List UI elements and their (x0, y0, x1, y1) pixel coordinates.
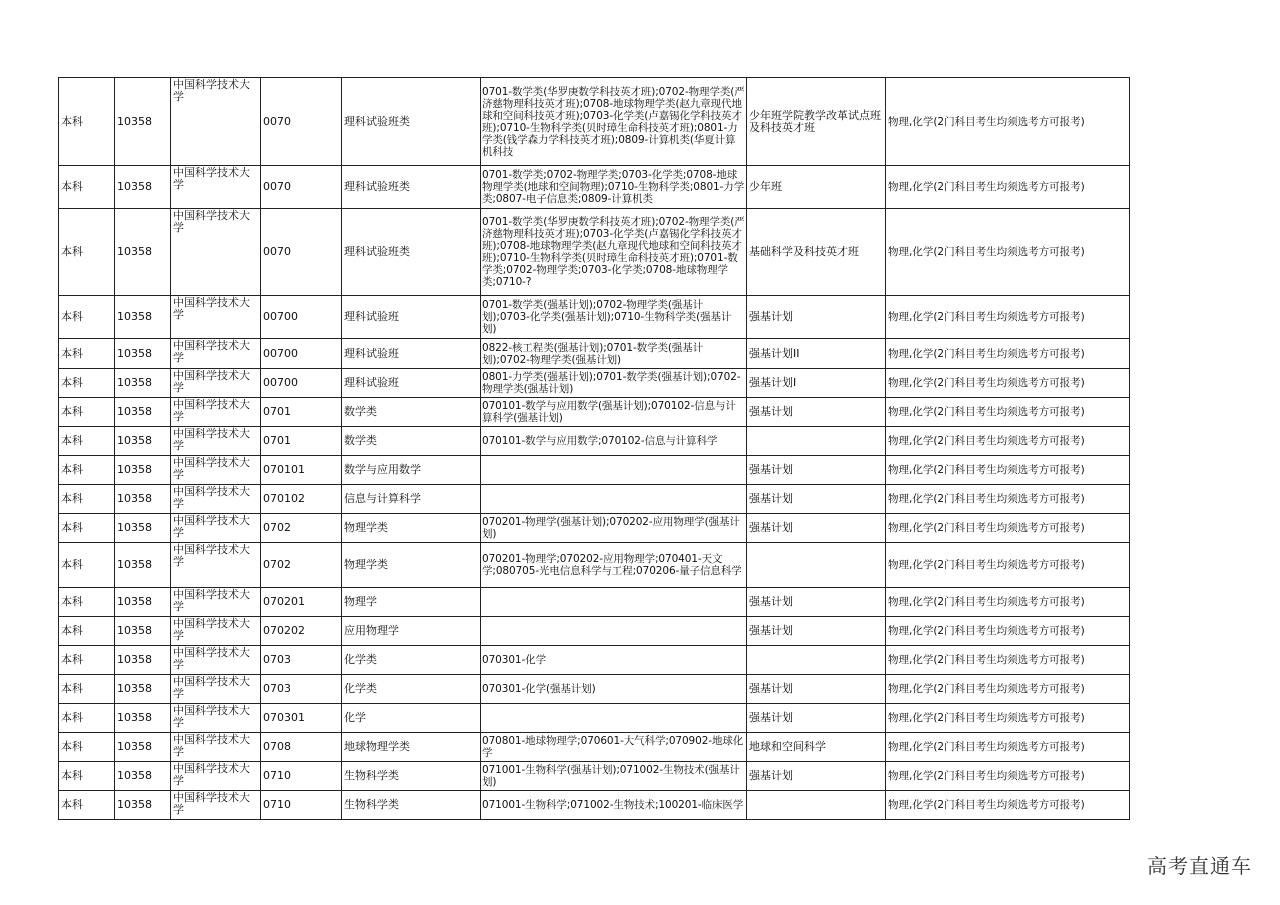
level-cell: 本科 (59, 296, 115, 339)
school-code-cell: 10358 (115, 369, 171, 398)
major-detail-cell (481, 704, 747, 733)
table-row (59, 209, 1130, 296)
level-cell: 本科 (59, 339, 115, 369)
major-name-cell: 地球物理学类 (342, 733, 481, 762)
table-row (59, 617, 1130, 646)
remark-cell (747, 791, 886, 820)
school-name-cell: 中国科学技术大学 (171, 617, 261, 646)
school-name-cell: 中国科学技术大学 (171, 762, 261, 791)
major-name-cell: 理科试验班 (342, 339, 481, 369)
major-name-cell: 数学类 (342, 427, 481, 456)
subject-requirement-cell: 物理,化学(2门科目考生均须选考方可报考) (886, 456, 1130, 485)
major-name-cell: 化学类 (342, 646, 481, 675)
table-row (59, 166, 1130, 209)
subject-requirement-cell: 物理,化学(2门科目考生均须选考方可报考) (886, 369, 1130, 398)
major-name-cell: 化学 (342, 704, 481, 733)
school-name-cell: 中国科学技术大学 (171, 296, 261, 339)
level-cell: 本科 (59, 791, 115, 820)
school-code-cell: 10358 (115, 675, 171, 704)
remark-cell: 地球和空间科学 (747, 733, 886, 762)
remark-cell: 强基计划 (747, 588, 886, 617)
major-name-cell: 数学类 (342, 398, 481, 427)
level-cell: 本科 (59, 588, 115, 617)
major-detail-cell: 070301-化学(强基计划) (481, 675, 747, 704)
major-code-cell: 0708 (261, 733, 342, 762)
remark-cell: 强基计划I (747, 369, 886, 398)
subject-requirement-cell: 物理,化学(2门科目考生均须选考方可报考) (886, 398, 1130, 427)
school-name-cell: 中国科学技术大学 (171, 485, 261, 514)
table-row (59, 296, 1130, 339)
major-detail-cell: 070301-化学 (481, 646, 747, 675)
school-code-cell: 10358 (115, 456, 171, 485)
subject-requirement-cell: 物理,化学(2门科目考生均须选考方可报考) (886, 704, 1130, 733)
level-cell: 本科 (59, 733, 115, 762)
remark-cell: 强基计划 (747, 675, 886, 704)
major-code-cell: 0703 (261, 675, 342, 704)
school-name-cell: 中国科学技术大学 (171, 733, 261, 762)
school-code-cell: 10358 (115, 209, 171, 296)
school-name-cell: 中国科学技术大学 (171, 646, 261, 675)
school-name-cell: 中国科学技术大学 (171, 543, 261, 588)
major-detail-cell: 070101-数学与应用数学(强基计划);070102-信息与计算科学(强基计划) (481, 398, 747, 427)
major-code-cell: 070101 (261, 456, 342, 485)
major-code-cell: 00700 (261, 369, 342, 398)
table-row (59, 339, 1130, 369)
major-detail-cell (481, 456, 747, 485)
table-row (59, 675, 1130, 704)
school-code-cell: 10358 (115, 296, 171, 339)
school-code-cell: 10358 (115, 339, 171, 369)
remark-cell (747, 427, 886, 456)
major-code-cell: 0702 (261, 514, 342, 543)
school-name-cell: 中国科学技术大学 (171, 166, 261, 209)
table-row (59, 78, 1130, 166)
subject-requirement-cell: 物理,化学(2门科目考生均须选考方可报考) (886, 296, 1130, 339)
major-name-cell: 理科试验班 (342, 369, 481, 398)
table-row (59, 485, 1130, 514)
level-cell: 本科 (59, 514, 115, 543)
major-detail-cell: 0701-数学类(华罗庚数学科技英才班);0702-物理学类(严济慈物理科技英才班);0703-化学类(卢嘉锡化学科技英才班);0708-地球物理学类(赵九章现代地球和空间科技英才班);0710-生物科学类(贝时璋生命科技英才班);0701-数学类;0702-物理学类;0703-化学类;0708-地球物理学类;0710-? (481, 209, 747, 296)
school-name-cell: 中国科学技术大学 (171, 398, 261, 427)
subject-requirement-cell: 物理,化学(2门科目考生均须选考方可报考) (886, 339, 1130, 369)
level-cell: 本科 (59, 675, 115, 704)
subject-requirement-cell: 物理,化学(2门科目考生均须选考方可报考) (886, 762, 1130, 791)
major-detail-cell: 071001-生物科学(强基计划);071002-生物技术(强基计划) (481, 762, 747, 791)
table-row (59, 588, 1130, 617)
major-code-cell: 0070 (261, 78, 342, 166)
major-name-cell: 物理学 (342, 588, 481, 617)
subject-requirement-cell: 物理,化学(2门科目考生均须选考方可报考) (886, 617, 1130, 646)
watermark-text: 高考直通车 (1147, 854, 1252, 878)
subject-requirement-cell: 物理,化学(2门科目考生均须选考方可报考) (886, 427, 1130, 456)
major-code-cell: 0702 (261, 543, 342, 588)
level-cell: 本科 (59, 456, 115, 485)
major-detail-cell: 0701-数学类(强基计划);0702-物理学类(强基计划);0703-化学类(强基计划);0710-生物科学类(强基计划) (481, 296, 747, 339)
level-cell: 本科 (59, 485, 115, 514)
major-name-cell: 生物科学类 (342, 762, 481, 791)
table-row (59, 762, 1130, 791)
major-detail-cell: 0801-力学类(强基计划);0701-数学类(强基计划);0702-物理学类(强基计划) (481, 369, 747, 398)
major-detail-cell: 0701-数学类;0702-物理学类;0703-化学类;0708-地球物理学类(地球和空间物理);0710-生物科学类;0801-力学类;0807-电子信息类;0809-计算机类 (481, 166, 747, 209)
major-name-cell: 物理学类 (342, 543, 481, 588)
major-code-cell: 00700 (261, 296, 342, 339)
major-detail-cell (481, 485, 747, 514)
remark-cell: 强基计划 (747, 398, 886, 427)
remark-cell: 少年班学院教学改革试点班及科技英才班 (747, 78, 886, 166)
remark-cell: 强基计划 (747, 704, 886, 733)
major-name-cell: 理科试验班类 (342, 166, 481, 209)
school-name-cell: 中国科学技术大学 (171, 209, 261, 296)
school-code-cell: 10358 (115, 514, 171, 543)
table-row (59, 514, 1130, 543)
major-name-cell: 理科试验班类 (342, 78, 481, 166)
school-name-cell: 中国科学技术大学 (171, 704, 261, 733)
remark-cell: 基础科学及科技英才班 (747, 209, 886, 296)
level-cell: 本科 (59, 427, 115, 456)
school-code-cell: 10358 (115, 485, 171, 514)
subject-requirement-cell: 物理,化学(2门科目考生均须选考方可报考) (886, 209, 1130, 296)
school-name-cell: 中国科学技术大学 (171, 339, 261, 369)
remark-cell: 强基计划 (747, 514, 886, 543)
level-cell: 本科 (59, 762, 115, 791)
major-detail-cell: 0701-数学类(华罗庚数学科技英才班);0702-物理学类(严济慈物理科技英才班);0708-地球物理学类(赵九章现代地球和空间科技英才班);0703-化学类(卢嘉锡化学科技英才班);0710-生物科学类(贝时璋生命科技英才班);0801-力学类(钱学森力学科技英才班);0809-计算机类(华夏计算机科技 (481, 78, 747, 166)
major-code-cell: 0070 (261, 166, 342, 209)
major-name-cell: 应用物理学 (342, 617, 481, 646)
school-code-cell: 10358 (115, 427, 171, 456)
school-name-cell: 中国科学技术大学 (171, 791, 261, 820)
major-detail-cell (481, 588, 747, 617)
major-detail-cell: 070201-物理学(强基计划);070202-应用物理学(强基计划) (481, 514, 747, 543)
school-code-cell: 10358 (115, 588, 171, 617)
subject-requirement-cell: 物理,化学(2门科目考生均须选考方可报考) (886, 543, 1130, 588)
school-code-cell: 10358 (115, 617, 171, 646)
major-detail-cell: 071001-生物科学;071002-生物技术;100201-临床医学 (481, 791, 747, 820)
major-code-cell: 0701 (261, 398, 342, 427)
subject-requirement-cell: 物理,化学(2门科目考生均须选考方可报考) (886, 733, 1130, 762)
level-cell: 本科 (59, 209, 115, 296)
subject-requirement-cell: 物理,化学(2门科目考生均须选考方可报考) (886, 675, 1130, 704)
major-name-cell: 信息与计算科学 (342, 485, 481, 514)
table-row (59, 733, 1130, 762)
school-name-cell: 中国科学技术大学 (171, 675, 261, 704)
major-code-cell: 00700 (261, 339, 342, 369)
major-name-cell: 理科试验班类 (342, 209, 481, 296)
major-detail-cell: 070201-物理学;070202-应用物理学;070401-天文学;080705-光电信息科学与工程;070206-量子信息科学 (481, 543, 747, 588)
subject-requirement-cell: 物理,化学(2门科目考生均须选考方可报考) (886, 588, 1130, 617)
school-code-cell: 10358 (115, 791, 171, 820)
major-code-cell: 070202 (261, 617, 342, 646)
school-code-cell: 10358 (115, 166, 171, 209)
level-cell: 本科 (59, 543, 115, 588)
subject-requirement-cell: 物理,化学(2门科目考生均须选考方可报考) (886, 166, 1130, 209)
major-code-cell: 0070 (261, 209, 342, 296)
major-detail-cell: 070101-数学与应用数学;070102-信息与计算科学 (481, 427, 747, 456)
table-body (59, 78, 1130, 820)
remark-cell: 少年班 (747, 166, 886, 209)
major-code-cell: 070301 (261, 704, 342, 733)
level-cell: 本科 (59, 78, 115, 166)
school-code-cell: 10358 (115, 646, 171, 675)
subject-requirement-cell: 物理,化学(2门科目考生均须选考方可报考) (886, 514, 1130, 543)
school-name-cell: 中国科学技术大学 (171, 427, 261, 456)
level-cell: 本科 (59, 166, 115, 209)
major-code-cell: 070201 (261, 588, 342, 617)
level-cell: 本科 (59, 646, 115, 675)
school-code-cell: 10358 (115, 78, 171, 166)
remark-cell: 强基计划II (747, 339, 886, 369)
subject-requirement-cell: 物理,化学(2门科目考生均须选考方可报考) (886, 646, 1130, 675)
major-name-cell: 生物科学类 (342, 791, 481, 820)
table-row (59, 398, 1130, 427)
table-row (59, 704, 1130, 733)
school-code-cell: 10358 (115, 762, 171, 791)
school-code-cell: 10358 (115, 543, 171, 588)
major-code-cell: 0710 (261, 791, 342, 820)
table-row (59, 427, 1130, 456)
school-name-cell: 中国科学技术大学 (171, 588, 261, 617)
remark-cell (747, 646, 886, 675)
major-code-cell: 070102 (261, 485, 342, 514)
remark-cell: 强基计划 (747, 762, 886, 791)
subject-requirement-cell: 物理,化学(2门科目考生均须选考方可报考) (886, 485, 1130, 514)
major-name-cell: 理科试验班 (342, 296, 481, 339)
school-name-cell: 中国科学技术大学 (171, 514, 261, 543)
major-code-cell: 0710 (261, 762, 342, 791)
major-name-cell: 数学与应用数学 (342, 456, 481, 485)
school-name-cell: 中国科学技术大学 (171, 369, 261, 398)
enrollment-table (58, 77, 1130, 820)
school-name-cell: 中国科学技术大学 (171, 78, 261, 166)
school-code-cell: 10358 (115, 398, 171, 427)
remark-cell: 强基计划 (747, 456, 886, 485)
remark-cell: 强基计划 (747, 617, 886, 646)
level-cell: 本科 (59, 398, 115, 427)
major-name-cell: 物理学类 (342, 514, 481, 543)
major-name-cell: 化学类 (342, 675, 481, 704)
remark-cell: 强基计划 (747, 485, 886, 514)
school-code-cell: 10358 (115, 733, 171, 762)
table-row (59, 791, 1130, 820)
level-cell: 本科 (59, 369, 115, 398)
school-name-cell: 中国科学技术大学 (171, 456, 261, 485)
level-cell: 本科 (59, 617, 115, 646)
level-cell: 本科 (59, 704, 115, 733)
table-row (59, 456, 1130, 485)
school-code-cell: 10358 (115, 704, 171, 733)
major-code-cell: 0703 (261, 646, 342, 675)
table-row (59, 646, 1130, 675)
remark-cell: 强基计划 (747, 296, 886, 339)
major-detail-cell: 070801-地球物理学;070601-大气科学;070902-地球化学 (481, 733, 747, 762)
major-detail-cell: 0822-核工程类(强基计划);0701-数学类(强基计划);0702-物理学类(强基计划) (481, 339, 747, 369)
remark-cell (747, 543, 886, 588)
subject-requirement-cell: 物理,化学(2门科目考生均须选考方可报考) (886, 78, 1130, 166)
subject-requirement-cell: 物理,化学(2门科目考生均须选考方可报考) (886, 791, 1130, 820)
major-code-cell: 0701 (261, 427, 342, 456)
table-row (59, 369, 1130, 398)
table-row (59, 543, 1130, 588)
major-detail-cell (481, 617, 747, 646)
